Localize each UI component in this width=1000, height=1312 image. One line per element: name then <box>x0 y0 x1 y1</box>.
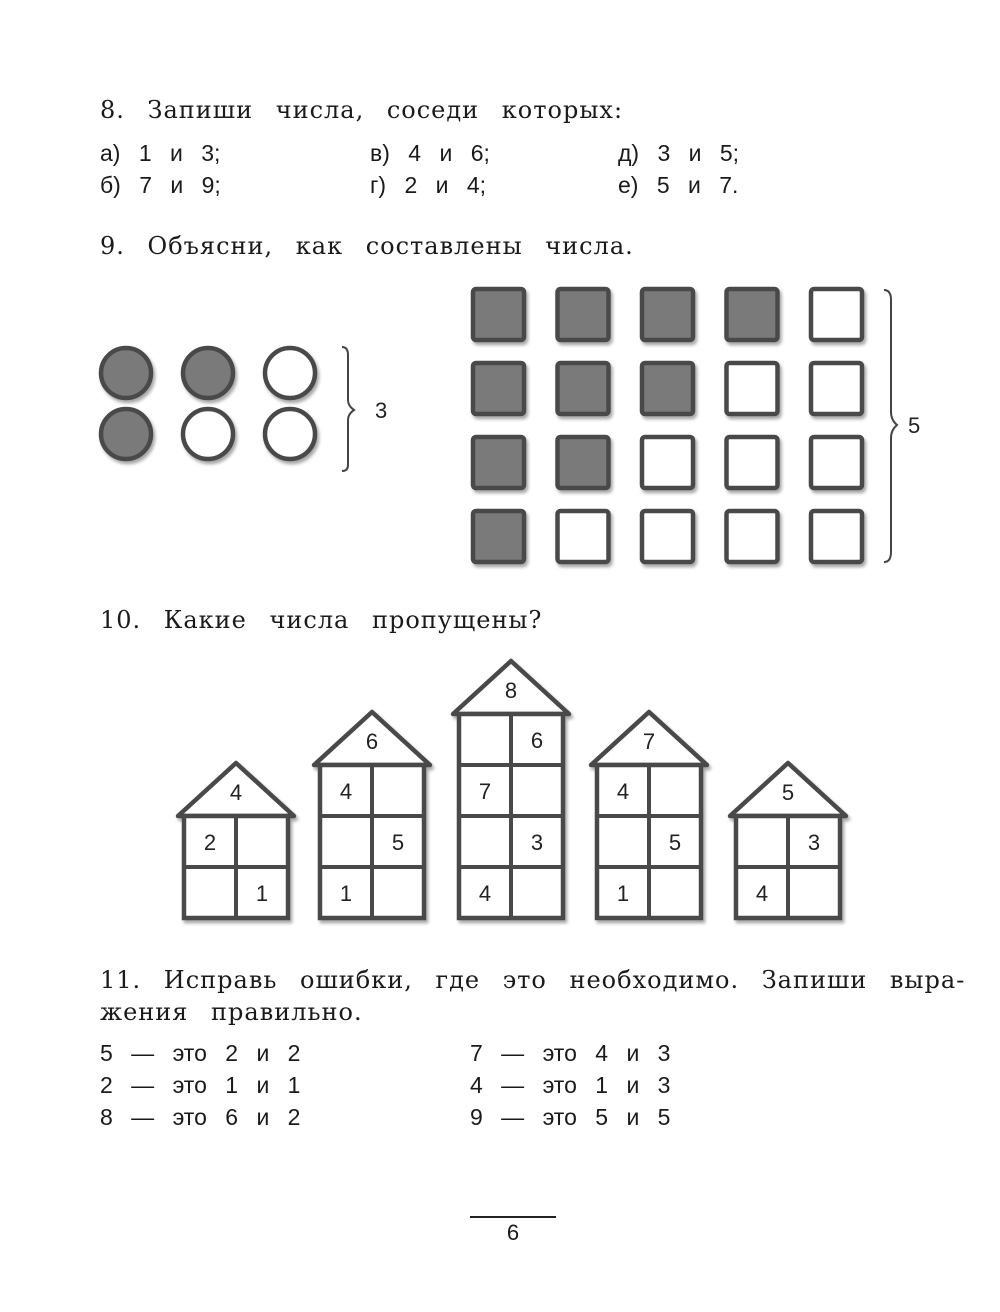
filled-square <box>473 363 524 414</box>
empty-square <box>642 511 693 562</box>
task8-item-a: а) 1 и 3; <box>100 140 221 166</box>
task11-left-2: 2 — это 1 и 1 <box>100 1072 301 1098</box>
house-roof-number: 6 <box>365 729 379 754</box>
task8-title: 8. Запиши числа, соседи которых: <box>100 96 624 124</box>
filled-circle <box>101 409 151 459</box>
house-cell-number: 4 <box>755 881 769 906</box>
filled-square <box>558 437 609 488</box>
circles-brace-icon <box>342 347 354 471</box>
house-cell-number: 4 <box>478 881 492 906</box>
empty-circle <box>265 409 315 459</box>
houses-group <box>178 661 846 918</box>
task8-item-b: б) 7 и 9; <box>100 172 221 198</box>
task11-title-line2: жения правильно. <box>100 998 363 1026</box>
task10-figure <box>0 650 1000 940</box>
page-number-rule <box>470 1216 556 1218</box>
page-number: 6 <box>506 1220 520 1245</box>
filled-square <box>473 437 524 488</box>
house-cell-number: 2 <box>203 830 217 855</box>
empty-square <box>811 437 862 488</box>
empty-circle <box>265 348 315 398</box>
house-cell-number: 7 <box>478 779 492 804</box>
task11-left-3: 8 — это 6 и 2 <box>100 1104 301 1130</box>
house-cell-number: 4 <box>339 779 353 804</box>
empty-square <box>811 511 862 562</box>
empty-square <box>727 363 778 414</box>
empty-square <box>811 363 862 414</box>
empty-square <box>811 289 862 340</box>
task11-left-1: 5 — это 2 и 2 <box>100 1040 301 1066</box>
filled-square <box>642 363 693 414</box>
filled-circle <box>101 348 151 398</box>
filled-square <box>473 289 524 340</box>
house-cell-number: 6 <box>530 728 544 753</box>
empty-circle <box>183 409 233 459</box>
task9-title: 9. Объясни, как составлены числа. <box>100 232 634 260</box>
task11-right-3: 9 — это 5 и 5 <box>470 1104 671 1130</box>
filled-square <box>558 289 609 340</box>
circles-group <box>101 348 315 459</box>
house-roof-number: 8 <box>504 678 518 703</box>
squares-total-label: 5 <box>908 413 921 438</box>
empty-square <box>727 511 778 562</box>
house-cell-number: 5 <box>391 830 405 855</box>
task11-title-line1: 11. Исправь ошибки, где это необходимо. Запиши выра- <box>100 966 966 994</box>
house-cell-number: 3 <box>530 830 544 855</box>
squares-brace-icon <box>884 290 897 562</box>
task11-right-1: 7 — это 4 и 3 <box>470 1040 671 1066</box>
filled-square <box>558 363 609 414</box>
filled-square <box>727 289 778 340</box>
filled-square <box>473 511 524 562</box>
house-cell-number: 4 <box>616 779 630 804</box>
task8-item-v: в) 4 и 6; <box>370 140 490 166</box>
task10-title: 10. Какие числа пропущены? <box>100 606 543 634</box>
squares-group <box>473 289 862 562</box>
house-cell-number: 1 <box>339 881 353 906</box>
house-roof-number: 4 <box>229 780 243 805</box>
empty-square <box>727 437 778 488</box>
task8-item-e: е) 5 и 7. <box>618 172 739 198</box>
task9-figure <box>0 270 1000 590</box>
house-cell-number: 1 <box>616 881 630 906</box>
house-cell-number: 1 <box>255 881 269 906</box>
circles-total-label: 3 <box>375 398 388 423</box>
house-cell-number: 5 <box>668 830 682 855</box>
filled-square <box>642 289 693 340</box>
house-roof-number: 5 <box>781 780 795 805</box>
task8-item-g: г) 2 и 4; <box>370 172 487 198</box>
filled-circle <box>183 348 233 398</box>
house-cell-number: 3 <box>807 830 821 855</box>
task11-right-2: 4 — это 1 и 3 <box>470 1072 671 1098</box>
empty-square <box>558 511 609 562</box>
empty-square <box>642 437 693 488</box>
house-roof-number: 7 <box>642 729 656 754</box>
task8-item-d: д) 3 и 5; <box>618 140 740 166</box>
